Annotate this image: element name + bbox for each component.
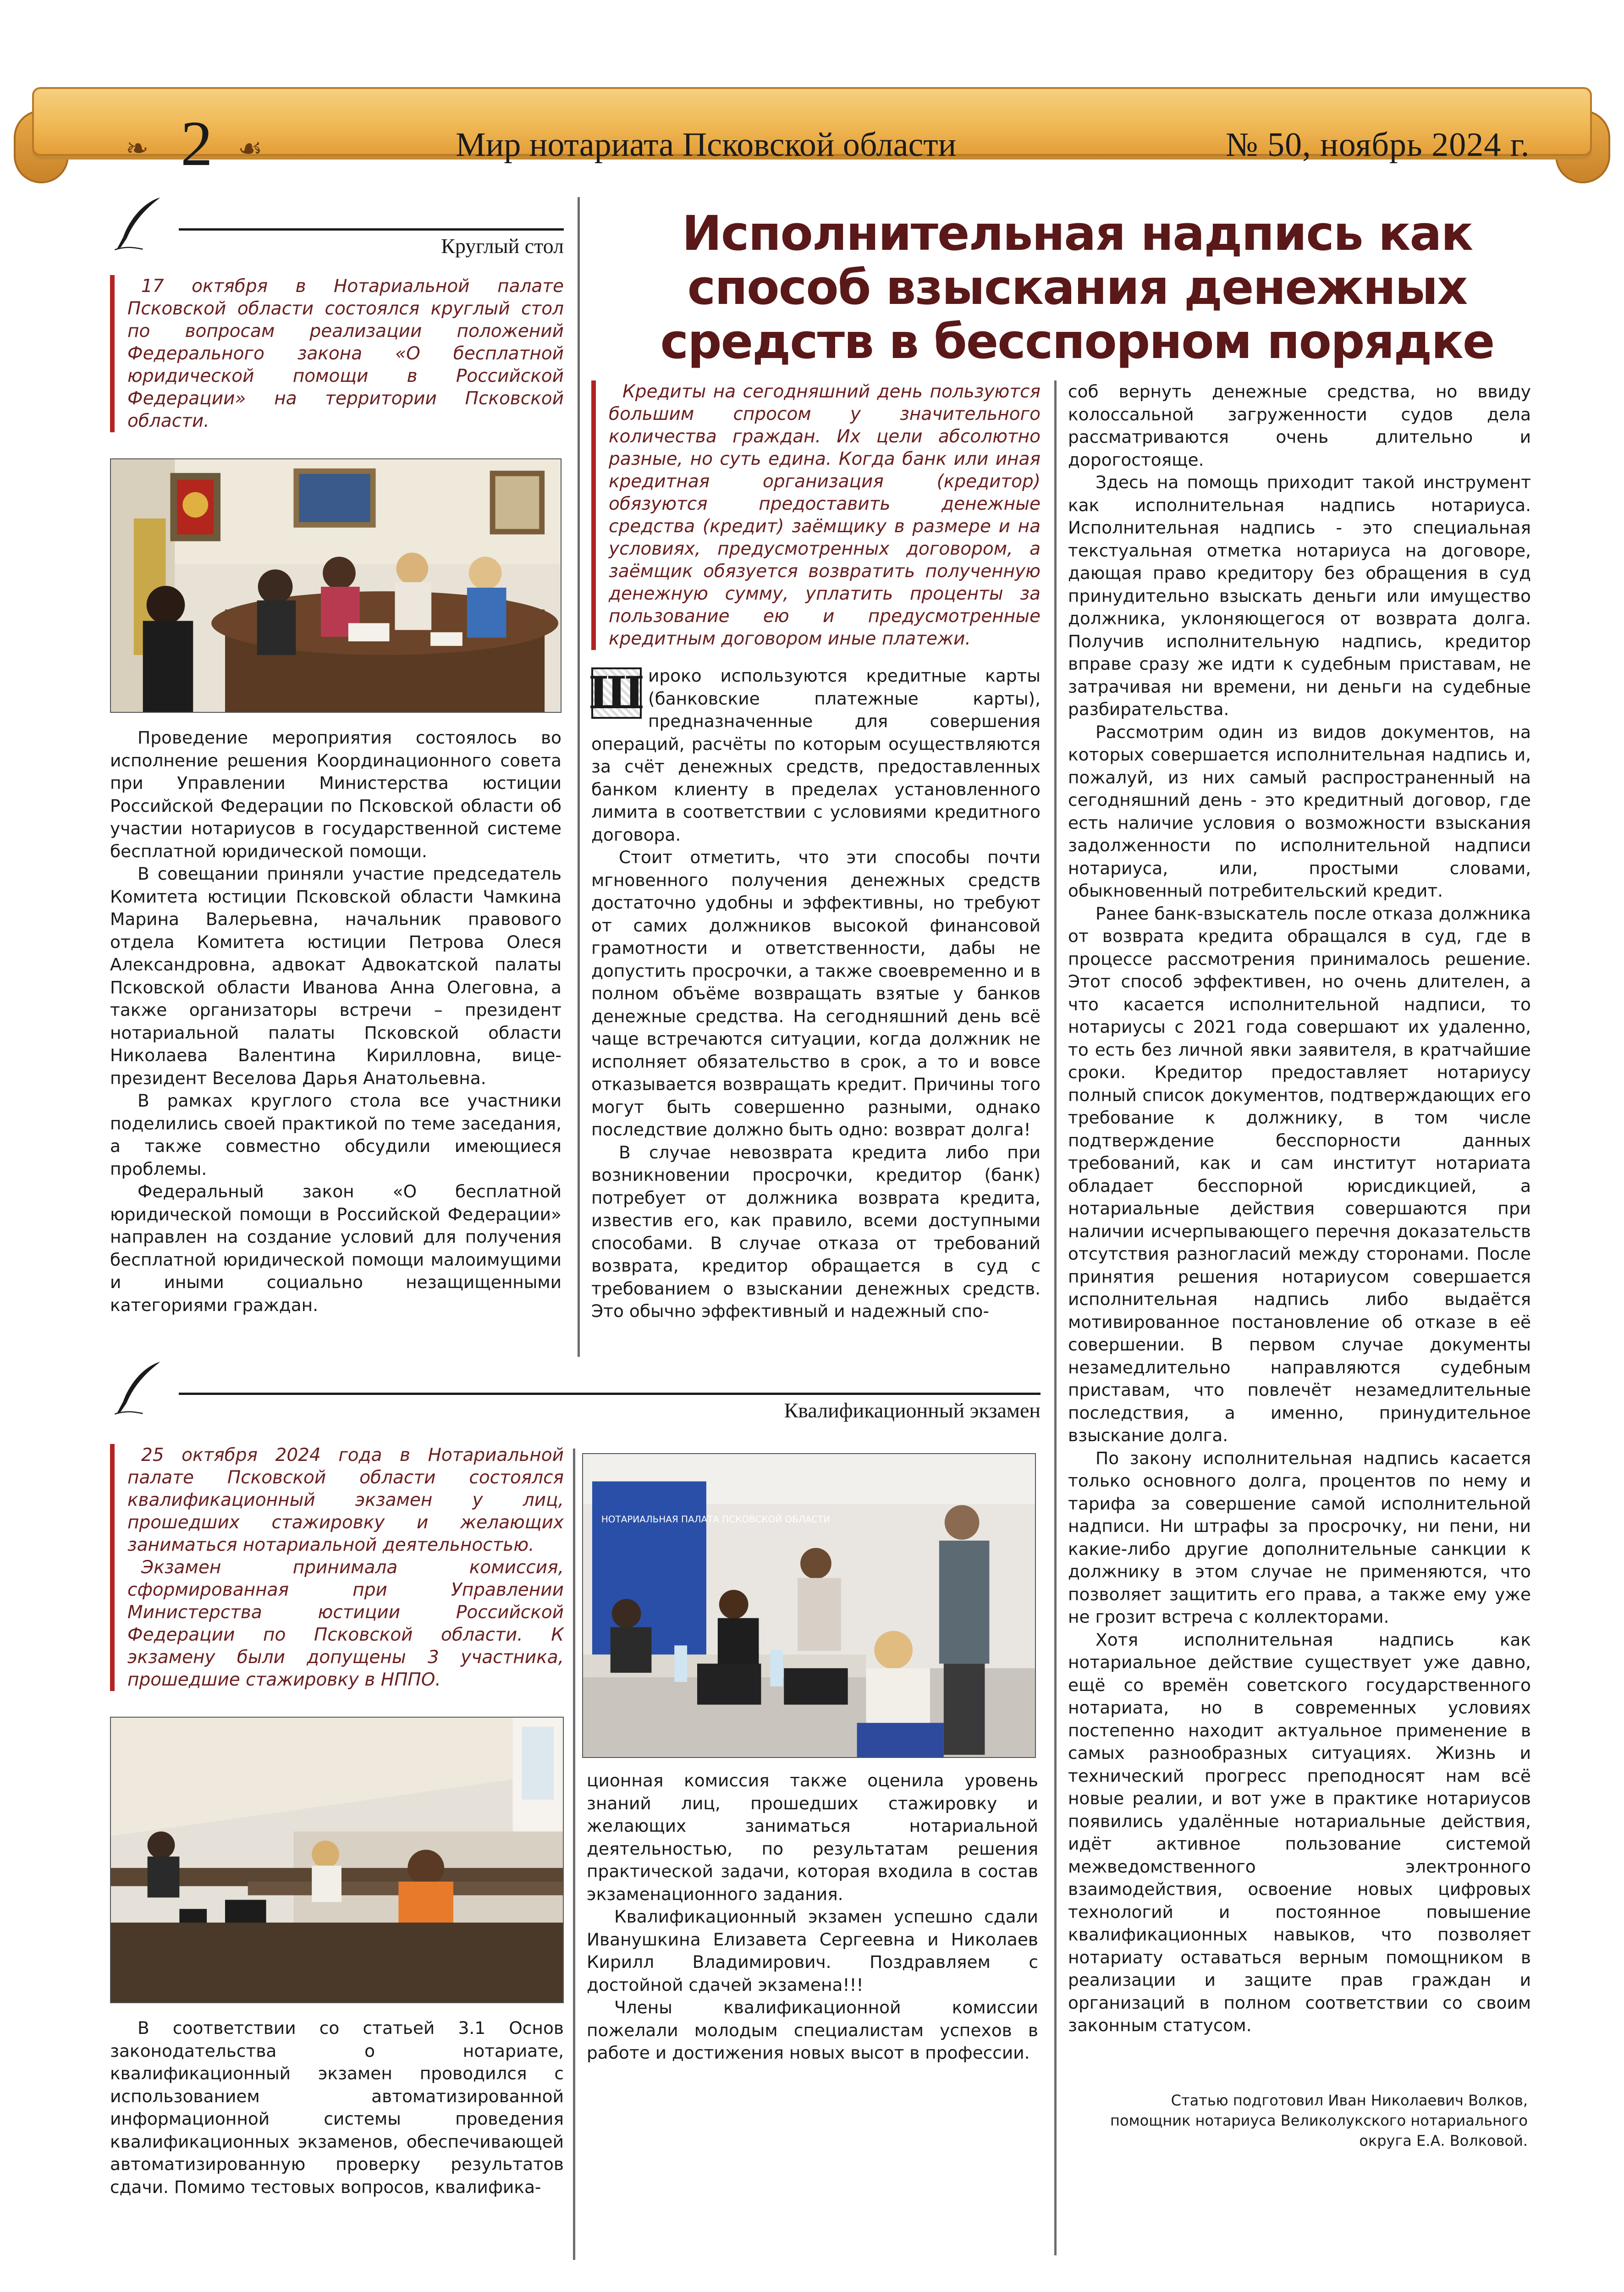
page-number: 2	[181, 108, 213, 179]
signature-line: помощник нотариуса Великолукского нотариального	[1110, 2112, 1528, 2129]
paragraph: Здесь на помощь приходит такой инструмент как исполнительная надпись нотариуса. Исполнительная надпись - это специальная текстуальная отметка нотариуса на договоре, дающая право кредитору без обращения в суд принудительно взыскать деньги или имущество должника, уклоняющегося от возврата долга. Получив исполнительную надпись, кредитор вправе сразу же идти к судебным приставам, не затрачивая ни времени, ни деньги на судебные разбирательства.	[1068, 472, 1531, 719]
column-round-table	[110, 727, 562, 1317]
paragraph: В случае невозврата кредита либо при возникновении просрочки, кредитор (банк) потребует от должника возврата кредита, известив его, как правило, всеми доступными способами. В случае отказа от требований возврата, кредитор обращается в суд с требованием о взыскании денежных средств. Это обычно эффективный и надежный спо-	[591, 1142, 1040, 1321]
section-label: Круглый стол	[441, 234, 564, 258]
ornament-icon: ☙	[238, 132, 263, 165]
article-column-2	[1068, 380, 1531, 2037]
photo-exam-commission	[582, 1453, 1036, 1758]
issue-info: № 50, ноябрь 2024 г.	[1226, 126, 1530, 164]
paragraph: соб вернуть денежные средства, но ввиду колоссальной загруженности судов дела рассматриваются очень длительно и дорогостояще.	[1068, 381, 1531, 470]
paragraph: ционная комиссия также оценила уровень знаний лиц, прошедших стажировку и желающих заниматься нотариальной деятельностью, по результатам решения практической задачи, которая входила в состав экзаменационного задания.	[587, 1770, 1038, 1904]
article-title: Исполнительная надпись как способ взыскания денежных средств в бесспорном порядке	[660, 205, 1494, 369]
ornament-icon: ❧	[126, 132, 149, 165]
column-divider	[1054, 380, 1057, 2255]
article-column-1	[591, 665, 1040, 1323]
paragraph: Ранее банк-взыскатель после отказа должника от возврата кредита обращался в суд, где в процессе рассмотрения принималось решение. Этот способ эффективен, но очень длителен, а что касается исполнительной надписи, то нотариусы с 2021 года совершают их удаленно, то есть без личной явки заявителя, в кратчайшие сроки. Кредитор предоставляет нотариусу полный список документов, подтверждающих его требование к должнику, в том числе подтверждение бесспорности данных требований, как и сам институт нотариата обладает бесспорной юрисдикцией, а нотариальные действия совершаются при наличии исчерпывающего перечня доказательств отсутствия разногласий между сторонами. После принятия решения нотариусом совершается исполнительная надпись либо выдаётся мотивированное постановление об отказе в её совершении. В первом случае документы незамедлительно направляются судебным приставам, что повлечёт незамедлительные последствия, а именно, принудительное взыскание долга.	[1068, 903, 1531, 1445]
photo-exam-room	[110, 1717, 564, 2003]
signature-line: округа Е.А. Волковой.	[1359, 2132, 1528, 2149]
lead-text: 25 октября 2024 года в Нотариальной палате Псковской области состоялся квалификационный экзамен у лиц, прошедших стажировку и желающих заниматься нотариальной деятельностью.	[127, 1445, 564, 1555]
paragraph: По закону исполнительная надпись касается только основного долга, процентов по нему и тарифа за совершение самой исполнительной надписи. Ни штрафы за просрочку, ни пени, ни какие-либо другие дополнительные санкции к должнику в этом случае не применяются, что позволяет защитить его права, а также ему уже не грозит встреча с коллекторами.	[1068, 1448, 1531, 1627]
lead-text: 17 октября в Нотариальной палате Псковской области состоялся круглый стол по вопросам реализации положений Федерального закона «О бесплатной юридической помощи в Российской Федерации» на территории Псковской области.	[127, 276, 564, 431]
column-exam-2	[587, 1769, 1038, 2065]
quill-icon	[110, 1357, 170, 1416]
paragraph: Члены квалификационной комиссии пожелали молодым специалистам успехов в работе и достижения новых высот в профессии.	[587, 1997, 1038, 2063]
paragraph: В совещании приняли участие председатель Комитета юстиции Псковской области Чамкина Марина Валерьевна, начальник правового отдела Комитета юстиции Петрова Олеся Александровна, адвокат Адвокатской палаты Псковской области Иванова Анна Олеговна, а также организаторы встречи – президент нотариальной палаты Псковской области Николаева Валентина Кирилловна, вице-президент Веселова Дарья Анатольевна.	[110, 864, 562, 1088]
paragraph: Хотя исполнительная надпись как нотариальное действие существует уже давно, ещё со времён советского государственного нотариата, но в современных условиях постепенно находит актуальное применение в самых разнообразных ситуациях. Жизнь и технический прогресс преподносят нам всё новые реалии, и вот уже в практике нотариусов появились удалённые нотариальные действия, идёт активное пользование системой межведомственного электронного взаимодействия, освоение новых цифровых технологий и постоянное повышение квалификационных навыков, что позволяет нотариату оставаться верным помощником в реализации и защите прав граждан и организаций в полном соответствии со своим законным статусом.	[1068, 1629, 1531, 2035]
paragraph-text: ироко используются кредитные карты (банковские платежные карты), предназначенные для совершения операций, расчёты по которым осуществляются за счёт денежных средств, предоставленных банком клиенту в пределах установленного лимита в соответствии с условиями кредитного договора.	[591, 666, 1040, 845]
column-exam-1	[110, 2017, 564, 2198]
paragraph: Квалификационный экзамен успешно сдали Иванушкина Елизавета Сергеевна и Николаев Кирилл Владимирович. Поздравляем с достойной сдачей экзамена!!!	[587, 1906, 1038, 1995]
lead-text: Экзамен принимала комиссия, сформированная при Управлении Министерства юстиции Российской Федерации по Псковской области. К экзамену были допущены 3 участника, прошедшие стажировку в НППО.	[127, 1557, 564, 1690]
lead-exam	[110, 1444, 564, 1691]
paragraph: Проведение мероприятия состоялось во исполнение решения Координационного совета при Управлении Министерства юстиции Российской Федерации по Псковской области об участии нотариусов в государственной системе бесплатной юридической помощи.	[110, 727, 562, 861]
lead-article	[591, 380, 1040, 650]
banner-strip	[32, 87, 1592, 179]
banner-text: НОТАРИАЛЬНАЯ ПАЛАТА ПСКОВСКОЙ ОБЛАСТИ	[601, 1514, 831, 1525]
section-rule	[179, 228, 564, 231]
quill-icon	[110, 193, 170, 252]
column-divider	[573, 1449, 575, 2260]
dropcap: Ш	[589, 667, 644, 719]
header-banner	[14, 69, 1610, 183]
publication-title: Мир нотариата Псковской области	[456, 126, 957, 164]
photo-round-table	[110, 458, 562, 713]
section-header-exam	[110, 1357, 1040, 1421]
paragraph: В соответствии со статьей 3.1 Основ законодательства о нотариате, квалификационный экзамен проводился с использованием автоматизированной информационной системы проведения квалификационных экзаменов, обеспечивающей автоматизированную проверку результатов сдачи. Помимо тестовых вопросов, квалифика-	[110, 2018, 564, 2197]
article-signature	[1024, 2090, 1528, 2151]
section-label: Квалификационный экзамен	[784, 1399, 1040, 1422]
paragraph: Стоит отметить, что эти способы почти мгновенного получения денежных средств достаточно удобны и эффективны, но требуют от самих должников высокой финансовой грамотности и ответственности, дабы не допустить просрочки, а также своевременно и в полном объёме возвращать взятые у банков денежные средства. На сегодняшний день всё чаще встречаются ситуации, когда должник не исполняет обязательство в срок, а то и вовсе отказывается возвращать кредит. Причины того могут быть совершенно разными, однако последствие должно быть одно: возврат долга!	[591, 847, 1040, 1140]
section-header-round-table	[110, 193, 564, 257]
paragraph: В рамках круглого стола все участники поделились своей практикой по теме заседания, а также совместно обсудили имеющиеся проблемы.	[110, 1091, 562, 1179]
section-rule	[179, 1393, 1040, 1395]
paragraph: Федеральный закон «О бесплатной юридической помощи в Российской Федерации» направлен на создание условий для получения бесплатной юридической помощи малоимущими и иными социально незащищенными категориями граждан.	[110, 1181, 562, 1315]
lead-text: Кредиты на сегодняшний день пользуются большим спросом у значительного количества граждан. Их цели абсолютно разные, но суть едина. Когда банк или иная кредитная организация (кредитор) обязуются предоставить денежные средства (кредит) заёмщику в размере и на условиях, предусмотренных договором, а заёмщик обязуется возвратить полученную денежную сумму, уплатить проценты за пользование ею и предусмотренные кредитным договором иные платежи.	[609, 381, 1040, 649]
paragraph-with-dropcap	[591, 665, 1040, 846]
signature-line: Статью подготовил Иван Николаевич Волков,	[1171, 2092, 1528, 2109]
lead-round-table	[110, 275, 564, 432]
column-divider	[578, 197, 580, 1357]
paragraph: Рассмотрим один из видов документов, на которых совершается исполнительная надпись и, пожалуй, из них самый распространенный на сегодняшний день - это кредитный договор, где есть наличие условия о возможности взыскания задолженности по исполнительной надписи нотариуса, или, простыми словами, обыкновенный потребительский кредит.	[1068, 722, 1531, 901]
